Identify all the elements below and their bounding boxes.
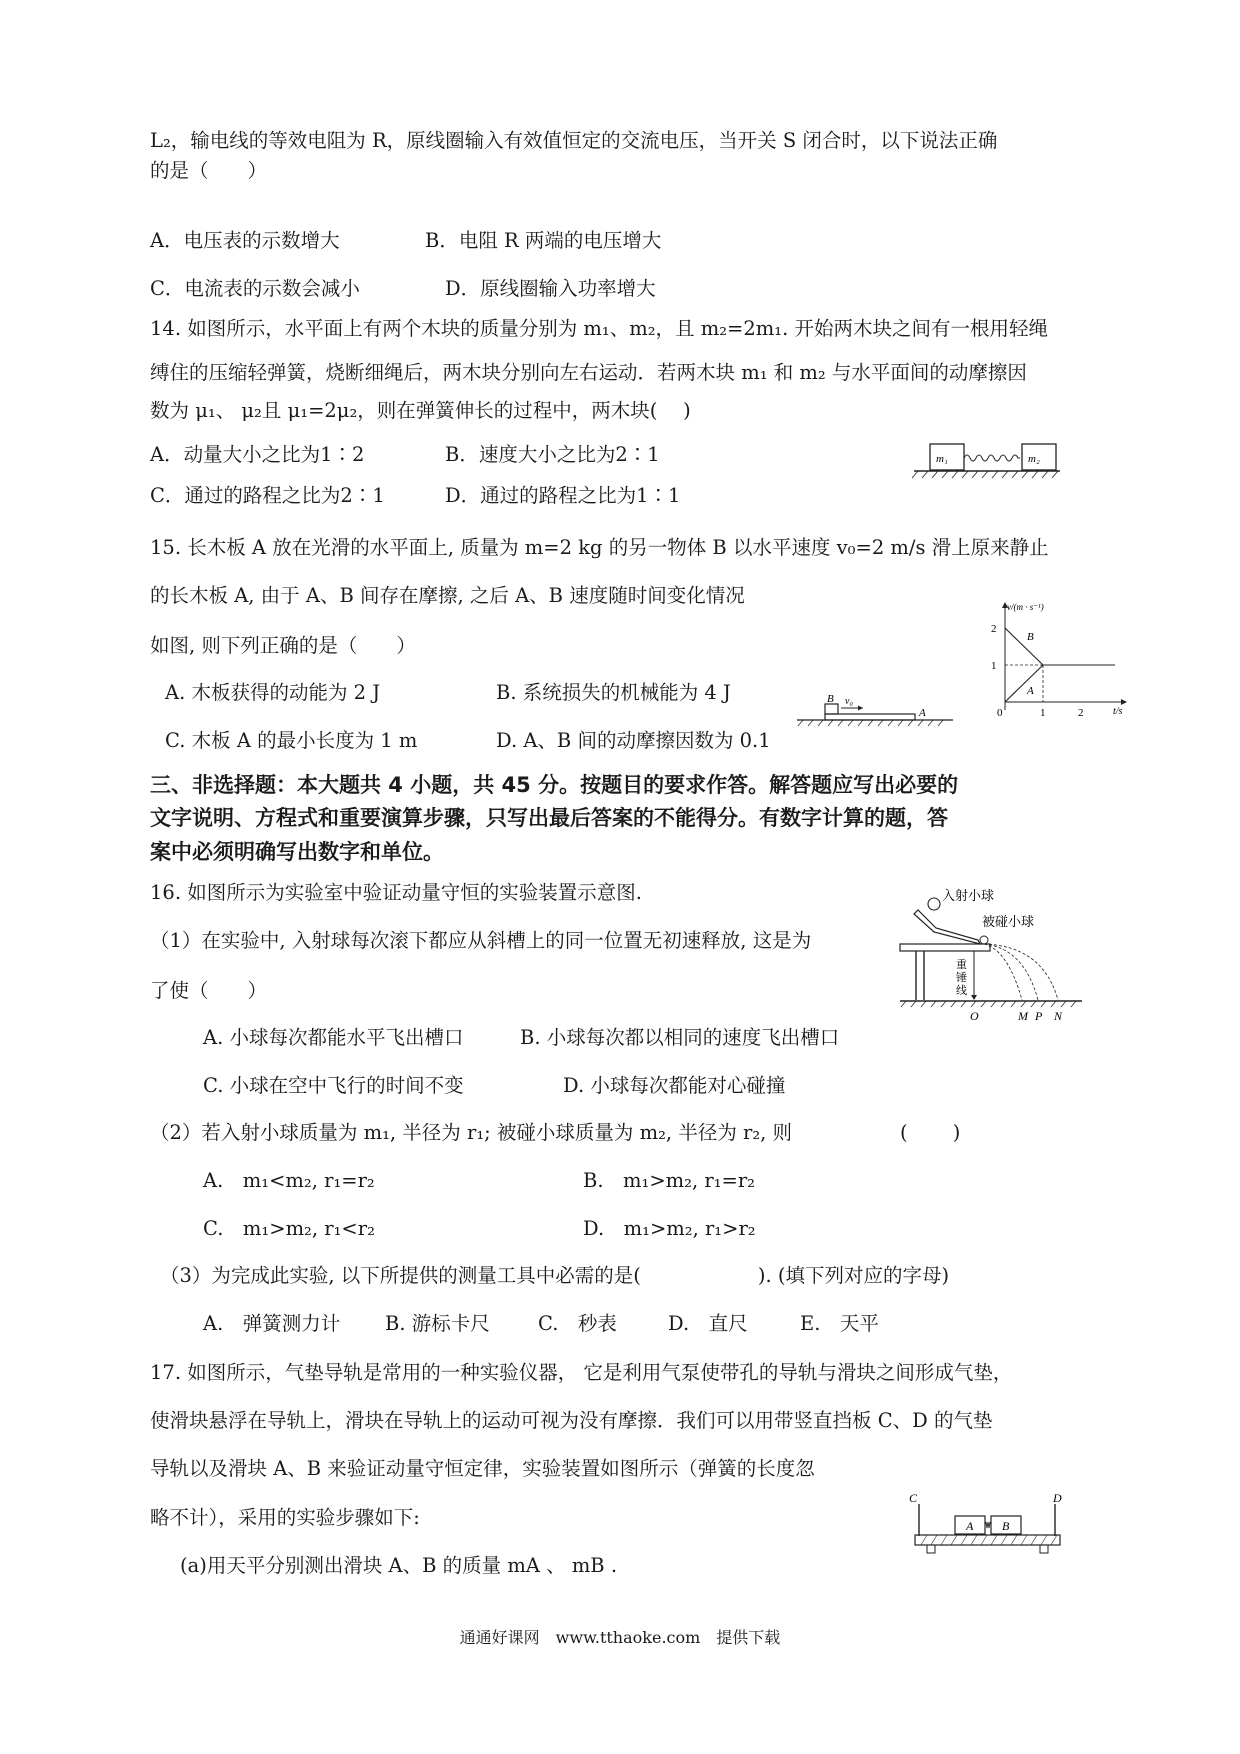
label-a: A <box>966 1519 974 1533</box>
q13-stem-line1: L₂，输电线的等效电阻为 R，原线圈输入有效值恒定的交流电压，当开关 S 闭合时，以下说法正确 <box>150 129 998 152</box>
label-b: B <box>1002 1519 1010 1533</box>
target-ball <box>980 936 988 944</box>
q14-stem-line3: 数为 μ₁、 μ₂且 μ₁=2μ₂，则在弹簧伸长的过程中，两木块( ) <box>150 399 691 422</box>
q16-stem: 16. 如图所示为实验室中验证动量守恒的实验装置示意图. <box>150 881 642 904</box>
section3-heading-line3: 案中必须明确写出数字和单位。 <box>150 840 444 864</box>
q16-part2-stem: （2）若入射小球质量为 m₁, 半径为 r₁; 被碰小球质量为 m₂, 半径为 r₂, 则 <box>150 1121 793 1144</box>
q17-stem-line2: 使滑块悬浮在导轨上，滑块在导轨上的运动可视为没有摩擦．我们可以用带竖直挡板 C、D 的气垫 <box>150 1409 993 1432</box>
label-v0: v₀ <box>845 696 853 707</box>
origin-label: 0 <box>997 707 1003 719</box>
series-b-label: B <box>1027 631 1034 643</box>
q13-option-d: D．原线圈输入功率增大 <box>445 277 656 300</box>
q16-part1-option-c: C. 小球在空中飞行的时间不变 <box>203 1074 464 1097</box>
q13-option-c: C．电流表的示数会减小 <box>150 277 360 300</box>
section3-heading-line2: 文字说明、方程式和重要演算步骤，只写出最后答案的不能得分。有数字计算的题，答 <box>150 806 948 830</box>
q13-option-a: A．电压表的示数增大 <box>150 229 340 252</box>
label-m1: m₁ <box>936 453 948 465</box>
y-tick-1: 1 <box>991 660 997 672</box>
q16-part2-answer-blank: ( ) <box>900 1121 961 1144</box>
q17-stem-line4: 略不计），采用的实验步骤如下: <box>150 1506 420 1529</box>
q16-part3-stem: （3）为完成此实验, 以下所提供的测量工具中必需的是( ). (填下列对应的字母) <box>160 1264 950 1287</box>
label-n: N <box>1054 1009 1063 1023</box>
q14-option-b: B．速度大小之比为2∶1 <box>445 443 660 466</box>
q15-option-d: D. A、B 间的动摩擦因数为 0.1 <box>496 729 771 752</box>
q16-part2-option-d: D. m₁>m₂, r₁>r₂ <box>583 1217 756 1240</box>
x-axis-label: t/s <box>1113 706 1123 717</box>
q15-option-a: A. 木板获得的动能为 2 J <box>165 681 381 704</box>
label-incident-ball: 入射小球 <box>942 888 995 903</box>
q16-part3-option-c: C. 秒表 <box>538 1312 617 1335</box>
q17-stem-line3: 导轨以及滑块 A、B 来验证动量守恒定律，实验装置如图所示（弹簧的长度忽 <box>150 1457 815 1480</box>
q16-collision-apparatus-figure <box>898 880 1088 1029</box>
air-track <box>915 1535 1060 1545</box>
q16-part1-line2: 了使（ ） <box>150 979 268 1002</box>
page-footer: 通通好课网 www.tthaoke.com 提供下载 <box>459 1628 781 1647</box>
q15-stem-line3: 如图, 则下列正确的是（ ） <box>150 634 416 657</box>
trajectory-p <box>984 944 1038 1000</box>
q16-part1-line1: （1）在实验中, 入射球每次滚下都应从斜槽上的同一位置无初速释放, 这是为 <box>150 929 812 952</box>
q17-step-a: (a)用天平分别测出滑块 A、B 的质量 mA 、 mB . <box>180 1554 618 1577</box>
table-top <box>900 944 990 951</box>
q17-air-track-figure <box>905 1490 1070 1564</box>
label-m2: m₂ <box>1028 453 1040 465</box>
section3-heading-line1: 三、非选择题：本大题共 4 小题，共 45 分。按题目的要求作答。解答题应写出必要的 <box>150 773 959 797</box>
block-b <box>825 704 838 714</box>
q16-part2-option-c: C. m₁>m₂, r₁<r₂ <box>203 1217 375 1240</box>
series-a-label: A <box>1027 685 1034 697</box>
label-plumb-line-3: 线 <box>956 985 967 997</box>
q15-vt-chart <box>975 598 1135 727</box>
q13-stem-line2: 的是（ ） <box>150 159 268 182</box>
trajectory-m <box>984 944 1022 1000</box>
q16-part1-option-a: A. 小球每次都能水平飞出槽口 <box>203 1026 464 1049</box>
series-a-line <box>1005 665 1043 702</box>
label-m: M <box>1018 1009 1028 1023</box>
board-a <box>825 714 915 720</box>
label-d: D <box>1053 1491 1062 1505</box>
q15-option-c: C. 木板 A 的最小长度为 1 m <box>165 729 418 752</box>
q16-part1-option-d: D. 小球每次都能对心碰撞 <box>563 1074 786 1097</box>
label-target-ball: 被碰小球 <box>982 914 1035 929</box>
q15-option-b: B. 系统损失的机械能为 4 J <box>496 681 731 704</box>
q16-part2-option-a: A. m₁<m₂, r₁=r₂ <box>203 1169 375 1192</box>
inclined-chute <box>914 910 980 944</box>
label-o: O <box>970 1009 979 1023</box>
q13-option-b: B．电阻 R 两端的电压增大 <box>425 229 662 252</box>
q14-option-a: A．动量大小之比为1∶2 <box>150 443 365 466</box>
q16-part2-option-b: B. m₁>m₂, r₁=r₂ <box>583 1169 755 1192</box>
q14-blocks-figure <box>912 440 1062 489</box>
label-plumb-line-2: 锤 <box>956 972 967 984</box>
q15-board-figure <box>795 690 955 736</box>
q14-stem-line1: 14. 如图所示，水平面上有两个木块的质量分别为 m₁、m₂，且 m₂=2m₁. 开始两木块之间有一根用轻绳 <box>150 317 1048 340</box>
spring-icon <box>964 455 1020 461</box>
q15-stem-line2: 的长木板 A, 由于 A、B 间存在摩擦, 之后 A、B 速度随时间变化情况 <box>150 584 745 607</box>
label-plumb-line-1: 重 <box>956 959 967 971</box>
q16-part3-option-e: E. 天平 <box>800 1312 879 1335</box>
y-tick-2: 2 <box>991 623 997 635</box>
q16-part3-option-d: D. 直尺 <box>668 1312 748 1335</box>
q16-part1-option-b: B. 小球每次都以相同的速度飞出槽口 <box>520 1026 840 1049</box>
label-a: A <box>919 707 926 719</box>
series-b-line <box>1005 628 1043 665</box>
label-b: B <box>827 693 834 705</box>
spring-icon <box>985 1522 991 1528</box>
y-axis-label: v/(m · s⁻¹) <box>1007 602 1044 612</box>
q14-option-c: C．通过的路程之比为2∶1 <box>150 484 385 507</box>
q16-part3-option-b: B. 游标卡尺 <box>385 1312 490 1335</box>
x-tick-1: 1 <box>1040 707 1046 719</box>
trajectory-n <box>984 944 1058 1000</box>
label-p: P <box>1035 1009 1043 1023</box>
q17-stem-line1: 17. 如图所示，气垫导轨是常用的一种实验仪器， 它是利用气泵使带孔的导轨与滑块之间形成气垫， <box>150 1361 1013 1384</box>
q14-stem-line2: 缚住的压缩轻弹簧，烧断细绳后，两木块分别向左右运动．若两木块 m₁ 和 m₂ 与水平面间的动摩擦因 <box>150 361 1027 384</box>
x-tick-2: 2 <box>1078 707 1084 719</box>
incident-ball <box>928 898 940 910</box>
q16-part3-option-a: A. 弹簧测力计 <box>203 1312 341 1335</box>
label-c: C <box>909 1491 918 1505</box>
q14-option-d: D．通过的路程之比为1∶1 <box>445 484 681 507</box>
q15-stem-line1: 15. 长木板 A 放在光滑的水平面上, 质量为 m=2 kg 的另一物体 B 以水平速度 v₀=2 m/s 滑上原来静止 <box>150 536 1049 559</box>
